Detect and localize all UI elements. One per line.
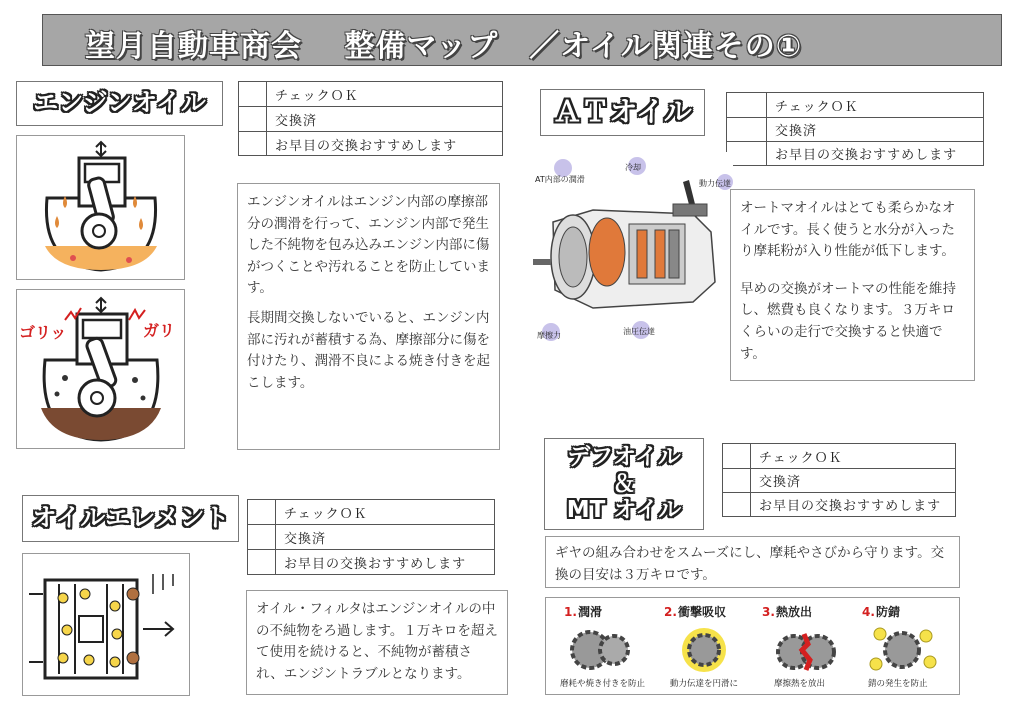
checkbox-ok[interactable]: [248, 500, 276, 524]
oil-element-description: オイル・フィルタはエンジンオイルの中の不純物をろ過します。１万キロを超えて使用を続けると、不純物が蓄積され、エンジントラブルとなります。: [246, 590, 508, 695]
check-row-ok: チェックＯＫ: [723, 444, 955, 469]
svg-text:磨耗や焼き付きを防止: 磨耗や焼き付きを防止: [560, 679, 646, 689]
at-oil-description: オートマオイルはとても柔らかなオイルです。長く使うと水分が入ったり摩耗粉が入り性能が低下します。 早めの交換がオートマの性能を維持し、燃費も良くなります。３万キロくらいの走行で交換すると快適です。: [730, 189, 975, 381]
label-friction: 摩擦力: [537, 331, 561, 340]
check-row-ok: チェックＯＫ: [248, 500, 494, 525]
checkbox-recommend[interactable]: [727, 142, 767, 165]
engine-oil-title: エンジンオイル: [16, 81, 223, 126]
diff-oil-description: ギヤの組み合わせをスムーズにし、摩耗やさびから守ります。交換の目安は３万キロです。: [545, 536, 960, 588]
oil-element-checklist: [247, 499, 495, 575]
svg-text:4.: 4.: [862, 605, 875, 619]
sfx-left-text: ゴリッ: [19, 323, 67, 342]
svg-text:衝撃吸収: 衝撃吸収: [678, 605, 727, 619]
checkbox-replaced[interactable]: [239, 107, 267, 131]
check-row-ok: チェックＯＫ: [239, 82, 502, 107]
gear-functions-panel: [545, 597, 960, 695]
function-heat-release: [762, 604, 834, 689]
svg-text:2.: 2.: [664, 605, 677, 619]
oil-filter-illustration: [22, 553, 190, 696]
engine-dirty-illustration: [16, 289, 185, 449]
svg-text:防錆: 防錆: [876, 605, 901, 619]
check-row-recommend: お早目の交換おすすめします: [727, 142, 983, 165]
checkbox-replaced[interactable]: [727, 118, 767, 141]
page-title: 望月自動車商会 整備マップ ／オイル関連その①: [85, 29, 803, 64]
check-row-replaced: 交換済: [723, 469, 955, 493]
at-transmission-illustration: [533, 152, 733, 347]
at-oil-checklist: [726, 92, 984, 166]
check-row-recommend: お早目の交換おすすめします: [239, 132, 502, 156]
svg-text:動力伝達を円滑に: 動力伝達を円滑に: [670, 679, 739, 689]
svg-text:3.: 3.: [762, 605, 775, 619]
sfx-right-text: ガリ: [143, 321, 176, 340]
engine-oil-checklist: [238, 81, 503, 156]
check-row-recommend: お早目の交換おすすめします: [723, 493, 955, 516]
function-shock-absorb: [664, 604, 738, 689]
checkbox-recommend[interactable]: [239, 132, 267, 156]
checkbox-replaced[interactable]: [248, 525, 276, 549]
checkbox-ok[interactable]: [727, 93, 767, 117]
check-row-ok: チェックＯＫ: [727, 93, 983, 118]
checkbox-recommend[interactable]: [723, 493, 751, 516]
function-rust-prevent: [862, 604, 936, 689]
label-cooling: 冷却: [625, 163, 641, 172]
header-banner: [42, 14, 1002, 66]
diff-mt-oil-title: デフオイル ＆ MT オイル: [544, 438, 704, 530]
oil-element-title: オイルエレメント: [22, 495, 239, 542]
engine-clean-illustration: [16, 135, 185, 280]
check-row-replaced: 交換済: [727, 118, 983, 142]
label-hydraulic: 油圧伝達: [623, 327, 655, 336]
checkbox-replaced[interactable]: [723, 469, 751, 492]
check-row-replaced: 交換済: [239, 107, 502, 132]
label-power: 動力伝達: [699, 179, 731, 188]
label-lubrication: AT内部の潤滑: [535, 175, 585, 184]
checkbox-recommend[interactable]: [248, 550, 276, 574]
svg-text:潤滑: 潤滑: [578, 605, 603, 619]
checkbox-ok[interactable]: [723, 444, 751, 468]
check-row-replaced: 交換済: [248, 525, 494, 550]
diff-oil-checklist: [722, 443, 956, 517]
engine-oil-description: エンジンオイルはエンジン内部の摩擦部分の潤滑を行って、エンジン内部で発生した不純物を包み込みエンジン内部に傷がつくことや汚れることを防止しています。 長期間交換しないでいると、エンジン内部に汚れが蓄積する為、摩擦部分に傷を付けたり、潤滑不良による焼き付きを起こします。: [237, 183, 500, 450]
function-lubrication: [560, 604, 646, 689]
svg-text:1.: 1.: [564, 605, 577, 619]
at-oil-title: ＡＴオイル: [540, 89, 705, 136]
svg-text:錆の発生を防止: 錆の発生を防止: [868, 679, 928, 689]
checkbox-ok[interactable]: [239, 82, 267, 106]
svg-text:摩擦熱を放出: 摩擦熱を放出: [774, 679, 826, 689]
check-row-recommend: お早目の交換おすすめします: [248, 550, 494, 574]
svg-text:熱放出: 熱放出: [776, 605, 813, 619]
